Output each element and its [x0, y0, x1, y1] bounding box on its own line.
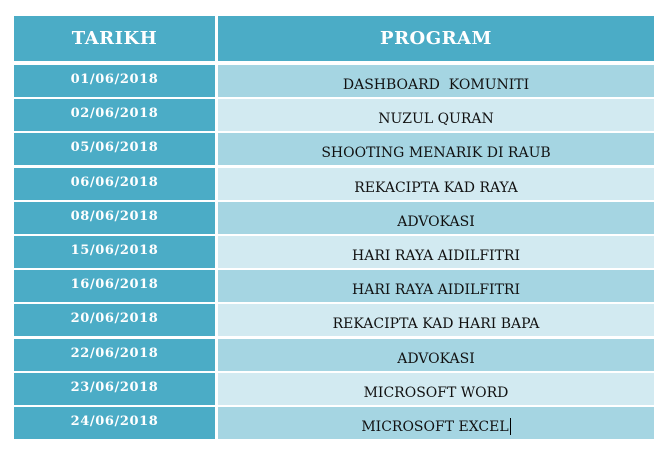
- program-cell[interactable]: HARI RAYA AIDILFITRI: [218, 270, 654, 302]
- table-row: [14, 304, 654, 336]
- table-row: [14, 133, 654, 165]
- date-cell[interactable]: 16/06/2018: [14, 270, 215, 302]
- program-cell[interactable]: REKACIPTA KAD HARI BAPA: [218, 304, 654, 336]
- table-header: [14, 16, 654, 61]
- date-cell[interactable]: 24/06/2018: [14, 407, 215, 439]
- table-row: [14, 373, 654, 405]
- date-cell[interactable]: 22/06/2018: [14, 339, 215, 371]
- date-cell[interactable]: 02/06/2018: [14, 99, 215, 131]
- program-cell-text: MICROSOFT EXCEL: [361, 418, 509, 435]
- date-cell[interactable]: 01/06/2018: [14, 65, 215, 97]
- table-row: [14, 236, 654, 268]
- text-cursor: [510, 418, 511, 435]
- program-cell-active[interactable]: [218, 407, 654, 439]
- header-program[interactable]: PROGRAM: [218, 16, 654, 61]
- table-row: [14, 339, 654, 371]
- table-row: [14, 99, 654, 131]
- table-row: [14, 270, 654, 302]
- table-row: [14, 168, 654, 200]
- program-cell[interactable]: ADVOKASI: [218, 202, 654, 234]
- date-cell[interactable]: 23/06/2018: [14, 373, 215, 405]
- date-cell[interactable]: 05/06/2018: [14, 133, 215, 165]
- schedule-table: [14, 16, 654, 441]
- date-cell[interactable]: 15/06/2018: [14, 236, 215, 268]
- table-row: [14, 202, 654, 234]
- program-cell[interactable]: NUZUL QURAN: [218, 99, 654, 131]
- program-cell[interactable]: DASHBOARD KOMUNITI: [218, 65, 654, 97]
- table-row: [14, 65, 654, 97]
- program-cell[interactable]: SHOOTING MENARIK DI RAUB: [218, 133, 654, 165]
- date-cell[interactable]: 06/06/2018: [14, 168, 215, 200]
- program-cell[interactable]: MICROSOFT WORD: [218, 373, 654, 405]
- program-cell[interactable]: HARI RAYA AIDILFITRI: [218, 236, 654, 268]
- program-cell[interactable]: REKACIPTA KAD RAYA: [218, 168, 654, 200]
- header-date[interactable]: TARIKH: [14, 16, 215, 61]
- date-cell[interactable]: 08/06/2018: [14, 202, 215, 234]
- date-cell[interactable]: 20/06/2018: [14, 304, 215, 336]
- table-row: [14, 407, 654, 439]
- program-cell[interactable]: ADVOKASI: [218, 339, 654, 371]
